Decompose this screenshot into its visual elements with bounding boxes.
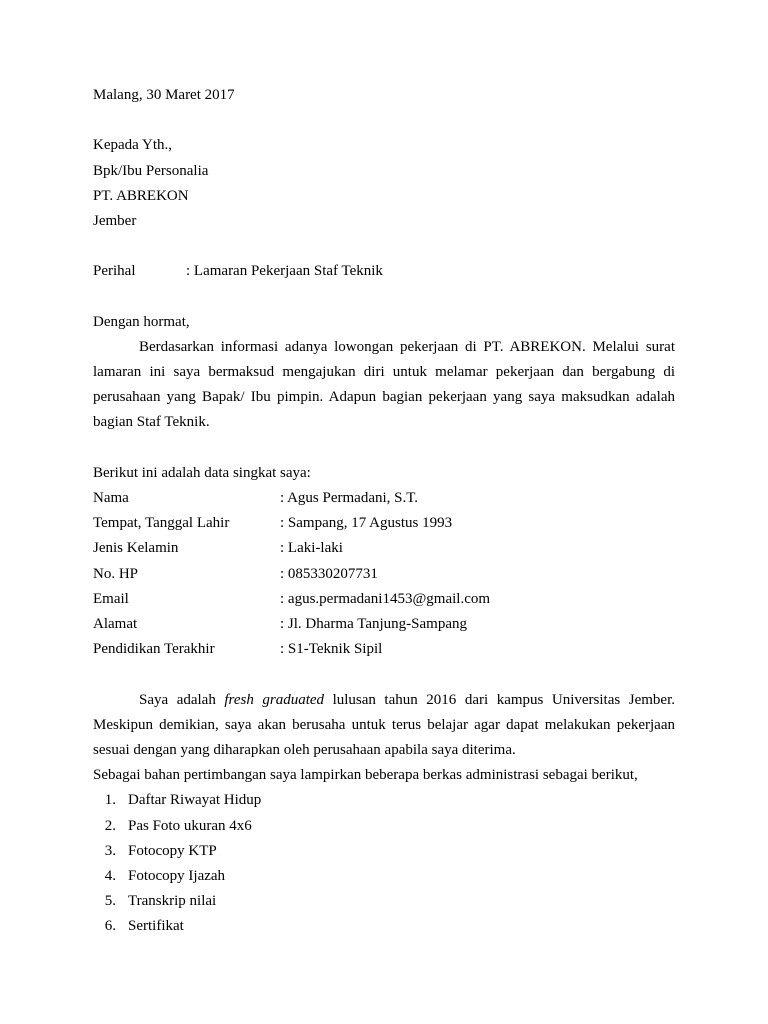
- list-number: 1.: [104, 792, 116, 809]
- attachments-intro: Sebagai bahan pertimbangan saya lampirkan beberapa berkas administrasi sebagai berikut,: [93, 767, 638, 784]
- list-item: [93, 814, 675, 839]
- list-text: Fotocopy KTP: [128, 842, 217, 859]
- data-row: [93, 612, 675, 637]
- data-row: [93, 511, 675, 536]
- recipient-city: Jember: [93, 212, 137, 229]
- data-value: : agus.permadani1453@gmail.com: [280, 590, 491, 607]
- list-item: [93, 839, 675, 864]
- spacer: [93, 234, 675, 259]
- list-item: [93, 914, 675, 939]
- data-label: Nama: [93, 490, 129, 507]
- list-number: 6.: [104, 918, 116, 935]
- letter-page: [93, 83, 675, 939]
- spacer: [93, 662, 675, 687]
- data-label: Email: [93, 590, 129, 607]
- recipient-line-2: Bpk/Ibu Personalia: [93, 162, 209, 179]
- data-row: [93, 486, 675, 511]
- recipient-company: PT. ABREKON: [93, 187, 189, 204]
- data-row: [93, 587, 675, 612]
- data-value: : S1-Teknik Sipil: [280, 641, 383, 658]
- data-intro: Berikut ini adalah data singkat saya:: [93, 464, 311, 481]
- recipient-line-1: Kepada Yth.,: [93, 137, 172, 154]
- data-label: Tempat, Tanggal Lahir: [93, 515, 230, 532]
- data-value: : Laki-laki: [280, 540, 343, 557]
- list-text: Sertifikat: [128, 918, 184, 935]
- data-row: [93, 637, 675, 662]
- list-number: 4.: [104, 867, 116, 884]
- list-text: Daftar Riwayat Hidup: [128, 792, 262, 809]
- data-label: No. HP: [93, 565, 139, 582]
- body-text-end: lulusan tahun 2016 dari kampus Universitas Jember. Meskipun demikian, saya akan berusaha untuk terus belajar agar dapat melakukan pekerjaan sesuai dengan yang diharapkan oleh perusahaan apabila saya diterima.: [93, 691, 675, 758]
- spacer: [93, 436, 675, 461]
- body-paragraph: [93, 688, 675, 764]
- data-value: : Sampang, 17 Agustus 1993: [280, 515, 453, 532]
- body-text-italic: fresh graduated: [224, 691, 325, 708]
- data-value: : Jl. Dharma Tanjung-Sampang: [280, 616, 467, 632]
- subject-line: [93, 259, 675, 284]
- data-label: Pendidikan Terakhir: [93, 641, 215, 658]
- spacer: [93, 108, 675, 133]
- list-item: [93, 864, 675, 889]
- list-text: Fotocopy Ijazah: [128, 867, 226, 884]
- list-text: Pas Foto ukuran 4x6: [128, 817, 252, 834]
- list-item: [93, 788, 675, 813]
- list-number: 2.: [104, 817, 116, 834]
- spacer: [93, 285, 675, 310]
- list-text: Transkrip nilai: [128, 893, 217, 910]
- list-number: 3.: [104, 842, 116, 859]
- intro-paragraph: Berdasarkan informasi adanya lowongan pekerjaan di PT. ABREKON. Melalui surat lamaran ini saya bermaksud mengajukan diri untuk melamar pekerjaan dan bergabung di perusahaan yang Bapak/ Ibu pimpin. Adapun bagian pekerjaan yang saya maksudkan adalah bagian Staf Teknik.: [93, 338, 675, 431]
- greeting: Dengan hormat,: [93, 313, 190, 330]
- place-date: Malang, 30 Maret 2017: [93, 87, 235, 103]
- personal-data-table: [93, 486, 675, 662]
- data-row: [93, 562, 675, 587]
- subject-label: Perihal: [93, 263, 136, 280]
- data-label: Jenis Kelamin: [93, 540, 179, 557]
- attachments-list: [93, 788, 675, 939]
- data-row: [93, 536, 675, 561]
- subject-value: : Lamaran Pekerjaan Staf Teknik: [186, 263, 383, 280]
- list-number: 5.: [104, 893, 116, 910]
- data-value: : 085330207731: [280, 565, 378, 582]
- data-label: Alamat: [93, 616, 138, 632]
- body-text-start: Saya adalah: [139, 691, 225, 708]
- data-value: : Agus Permadani, S.T.: [280, 490, 419, 507]
- list-item: [93, 889, 675, 914]
